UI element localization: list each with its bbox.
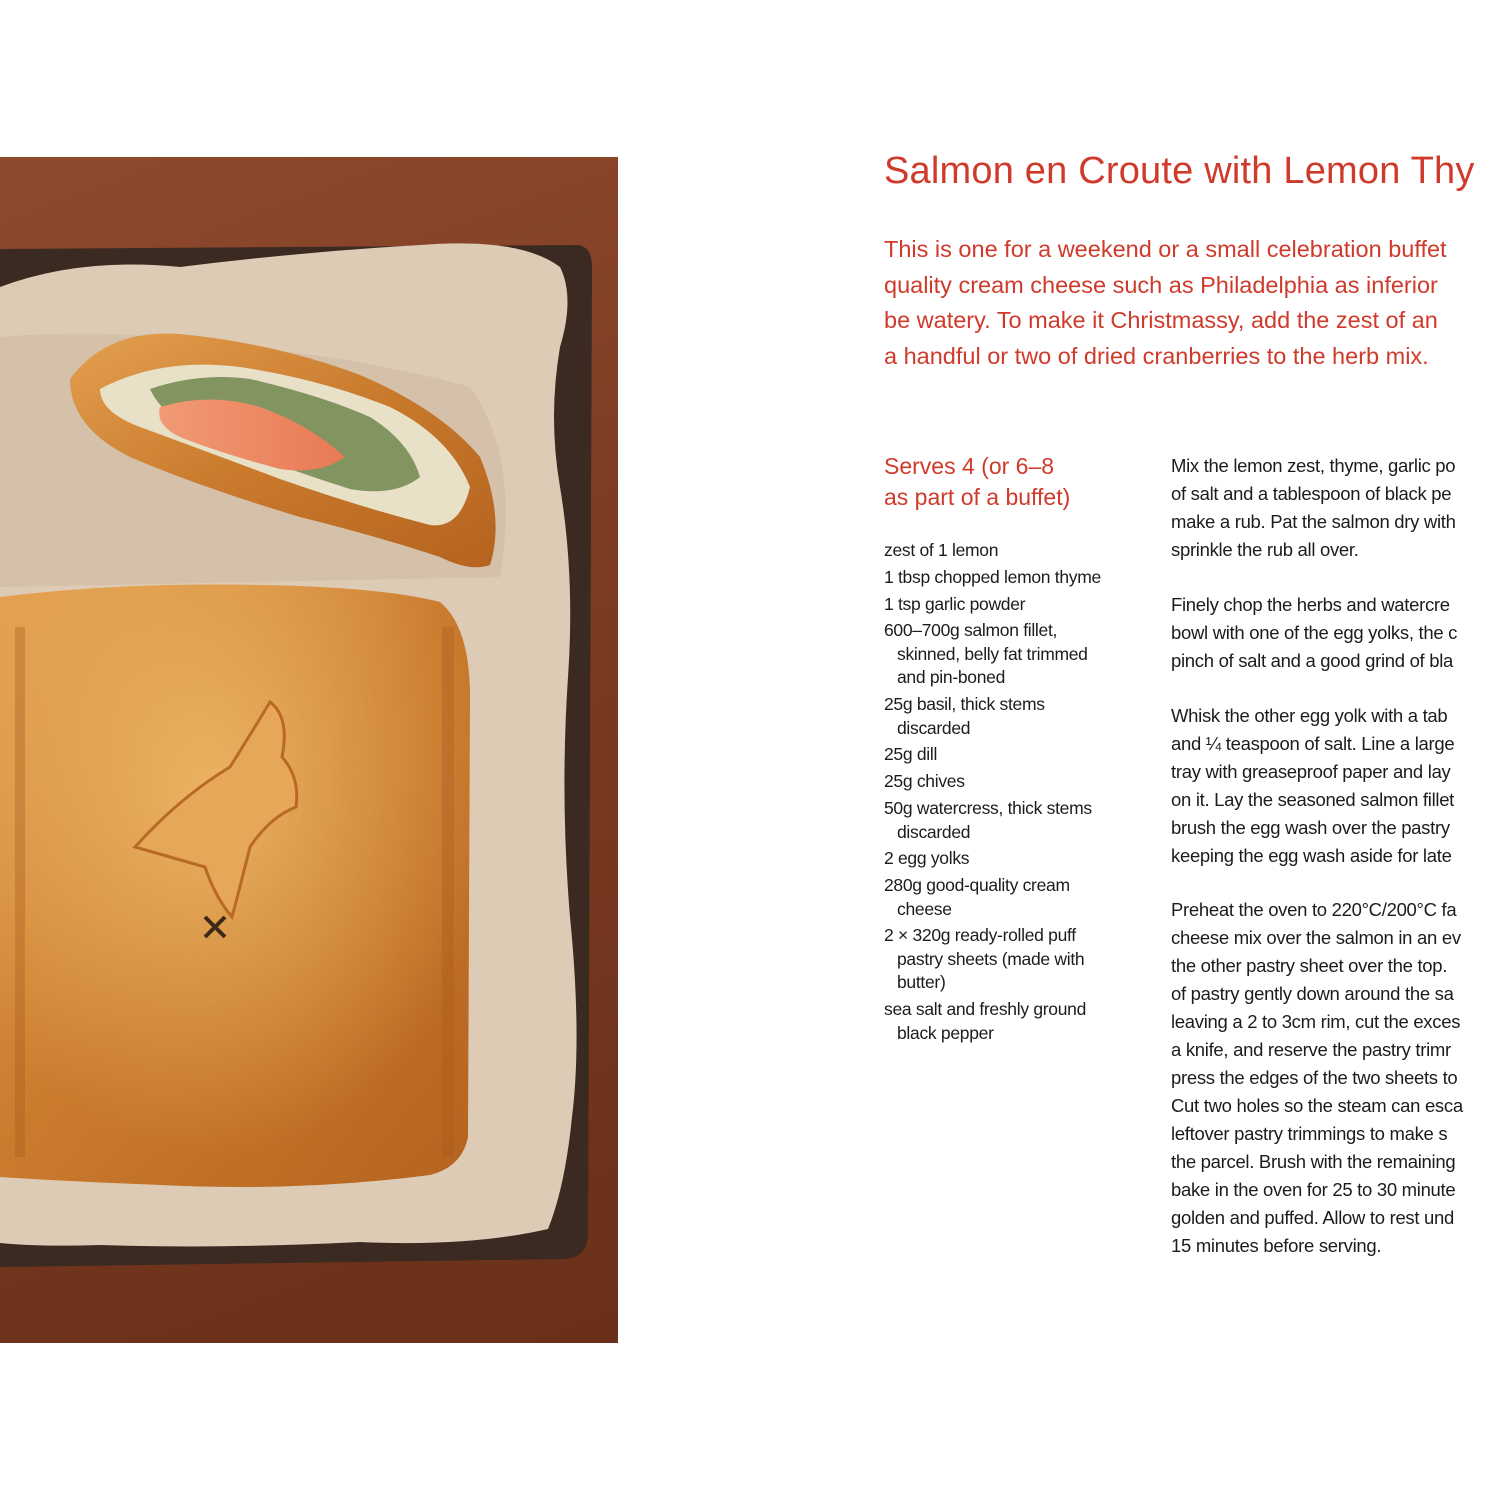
serves-line: as part of a buffet) (884, 484, 1071, 510)
method-steps (1171, 452, 1500, 1287)
ingredient-item (884, 874, 1144, 921)
ingredient-line: 50g watercress, thick stems (884, 798, 1092, 819)
ingredient-item (884, 743, 1144, 767)
method-line: Preheat the oven to 220°C/200°C fa (1171, 899, 1457, 921)
ingredient-line: 280g good-quality cream (884, 875, 1070, 896)
method-line: the parcel. Brush with the remaining (1171, 1151, 1456, 1173)
method-line: on it. Lay the seasoned salmon fillet (1171, 788, 1455, 810)
serves-heading (884, 451, 1134, 513)
intro-line: quality cream cheese such as Philadelphia as inferior (884, 271, 1438, 298)
recipe-intro (884, 232, 1500, 374)
intro-line: be watery. To make it Christmassy, add the zest of an (884, 307, 1438, 333)
method-line: Cut two holes so the steam can esca (1171, 1095, 1463, 1117)
method-step (1171, 591, 1500, 675)
intro-line: a handful or two of dried cranberries to the herb mix. (884, 342, 1429, 369)
ingredient-line: 600–700g salmon fillet, (884, 620, 1058, 641)
method-step (1171, 702, 1500, 870)
method-line: the other pastry sheet over the top. (1171, 955, 1448, 977)
ingredient-line: butter) (897, 972, 946, 993)
ingredient-item (884, 593, 1144, 617)
method-line: cheese mix over the salmon in an ev (1171, 927, 1461, 949)
method-line: Finely chop the herbs and watercre (1171, 593, 1450, 615)
method-line: make a rub. Pat the salmon dry with (1171, 511, 1456, 532)
ingredient-line: black pepper (897, 1022, 994, 1043)
salmon-en-croute-photo (0, 157, 618, 1343)
ingredient-line: 1 tbsp chopped lemon thyme (884, 566, 1101, 587)
ingredient-item (884, 770, 1144, 794)
ingredient-line: discarded (897, 821, 971, 842)
method-line: keeping the egg wash aside for late (1171, 844, 1452, 866)
ingredient-item (884, 693, 1144, 740)
recipe-title: Salmon en Croute with Lemon Thy (884, 150, 1475, 192)
ingredient-line: 1 tsp garlic powder (884, 593, 1026, 614)
method-line: bowl with one of the egg yolks, the c (1171, 621, 1458, 643)
ingredient-item (884, 566, 1144, 590)
method-line: tray with greaseproof paper and lay (1171, 760, 1451, 782)
ingredient-line: skinned, belly fat trimmed (897, 643, 1088, 664)
method-line: of pastry gently down around the sa (1171, 983, 1454, 1005)
method-step (1171, 896, 1500, 1260)
method-line: and ¼ teaspoon of salt. Line a large (1171, 732, 1455, 754)
ingredient-item (884, 797, 1144, 844)
ingredient-line: 2 × 320g ready-rolled puff (884, 925, 1076, 946)
method-line: leftover pastry trimmings to make s (1171, 1123, 1448, 1145)
method-step (1171, 452, 1500, 564)
ingredient-item (884, 539, 1144, 563)
ingredient-line: discarded (897, 717, 971, 738)
ingredient-line: 25g chives (884, 771, 965, 792)
method-line: a knife, and reserve the pastry trimr (1171, 1039, 1451, 1061)
pastry-parcel (0, 585, 470, 1188)
method-line: brush the egg wash over the pastry (1171, 816, 1450, 838)
ingredient-item (884, 998, 1144, 1045)
ingredient-line: 25g basil, thick stems (884, 694, 1045, 715)
ingredient-item (884, 619, 1144, 690)
ingredient-line: 25g dill (884, 744, 938, 765)
ingredient-list (884, 539, 1144, 1049)
method-line: bake in the oven for 25 to 30 minute (1171, 1179, 1456, 1201)
method-line: golden and puffed. Allow to rest und (1171, 1207, 1455, 1229)
method-line: Mix the lemon zest, thyme, garlic po (1171, 455, 1456, 476)
method-line: Whisk the other egg yolk with a tab (1171, 704, 1448, 726)
method-line: leaving a 2 to 3cm rim, cut the exces (1171, 1011, 1461, 1033)
ingredient-item (884, 924, 1144, 995)
ingredient-line: and pin-boned (897, 667, 1006, 688)
food-photo-illustration (0, 157, 618, 1343)
method-line: of salt and a tablespoon of black pe (1171, 483, 1452, 504)
method-line: pinch of salt and a good grind of bla (1171, 649, 1454, 671)
ingredient-line: pastry sheets (made with (897, 948, 1085, 969)
method-line: 15 minutes before serving. (1171, 1235, 1382, 1257)
ingredient-line: cheese (897, 898, 952, 919)
ingredient-item (884, 847, 1144, 871)
method-line: sprinkle the rub all over. (1171, 539, 1359, 560)
ingredient-line: zest of 1 lemon (884, 540, 999, 560)
serves-line: Serves 4 (or 6–8 (884, 453, 1055, 479)
ingredient-line: sea salt and freshly ground (884, 999, 1087, 1020)
ingredient-line: 2 egg yolks (884, 848, 970, 869)
intro-line: This is one for a weekend or a small celebration buffet (884, 236, 1447, 262)
method-line: press the edges of the two sheets to (1171, 1067, 1458, 1089)
